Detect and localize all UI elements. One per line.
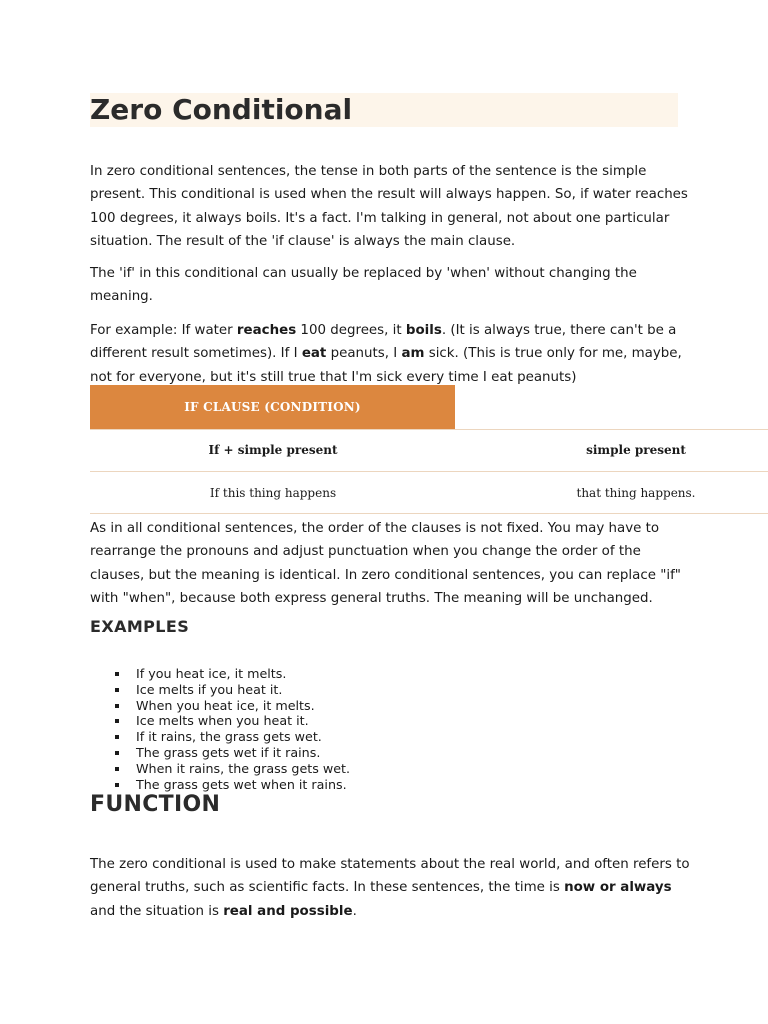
table-cell-if-form: If + simple present	[208, 443, 338, 457]
if-when-paragraph: The 'if' in this conditional can usually be replaced by 'when' without changing the meaning.	[90, 266, 637, 305]
examples-list	[113, 666, 350, 792]
examples-heading: EXAMPLES	[90, 617, 190, 636]
table-row-divider	[90, 429, 768, 430]
function-heading: FUNCTION	[90, 792, 221, 817]
table-cell-result-form: simple present	[586, 443, 686, 457]
page-title: Zero Conditional	[90, 93, 353, 126]
bold-reaches: reaches	[236, 323, 297, 338]
table-cell-if-example: If this thing happens	[209, 486, 337, 500]
bold-am: am	[401, 346, 425, 362]
list-item: The grass gets wet when it rains.	[113, 777, 350, 793]
table-header-if-clause: IF CLAUSE (CONDITION)	[90, 385, 455, 429]
example-paragraph: For example: If water reaches 100 degrees, it boils. (It is always true, there can't be a different result sometimes). If I eat peanuts, I am sick. (This is true only for me, maybe, not for everyone, but it's still true that I'm sick every time I eat peanuts)	[90, 323, 682, 385]
bold-now-or-always: now or always	[564, 880, 672, 896]
bold-real-and-possible: real and possible	[223, 903, 353, 919]
list-item: The grass gets wet if it rains.	[113, 745, 350, 761]
list-item: Ice melts when you heat it.	[113, 713, 350, 729]
clause-order-paragraph: As in all conditional sentences, the order of the clauses is not fixed. You may have to rearrange the pronouns and adjust punctuation when you change the order of the clauses, but the meaning is identical. In zero conditional sentences, you can replace "if" with "when", because both express general truths. The meaning will be unchanged.	[90, 521, 681, 606]
list-item: When it rains, the grass gets wet.	[113, 761, 350, 777]
table-row-divider	[90, 471, 768, 472]
bold-boils: boils	[405, 323, 442, 338]
list-item: If you heat ice, it melts.	[113, 666, 350, 682]
table-cell-result-example: that thing happens.	[576, 486, 696, 500]
bold-eat: eat	[301, 346, 327, 362]
list-item: If it rains, the grass gets wet.	[113, 729, 350, 745]
list-item: When you heat ice, it melts.	[113, 698, 350, 714]
function-paragraph: The zero conditional is used to make statements about the real world, and often refers to general truths, such as scientific facts. In these sentences, the time is now or always and the situation is real and possible.	[90, 857, 690, 919]
list-item: Ice melts if you heat it.	[113, 682, 350, 698]
intro-paragraph: In zero conditional sentences, the tense in both parts of the sentence is the simple present. This conditional is used when the result will always happen. So, if water reaches 100 degrees, it always boils. It's a fact. I'm talking in general, not about one particular situation. The result of the 'if clause' is always the main clause.	[90, 164, 688, 249]
table-row-divider	[90, 513, 768, 514]
